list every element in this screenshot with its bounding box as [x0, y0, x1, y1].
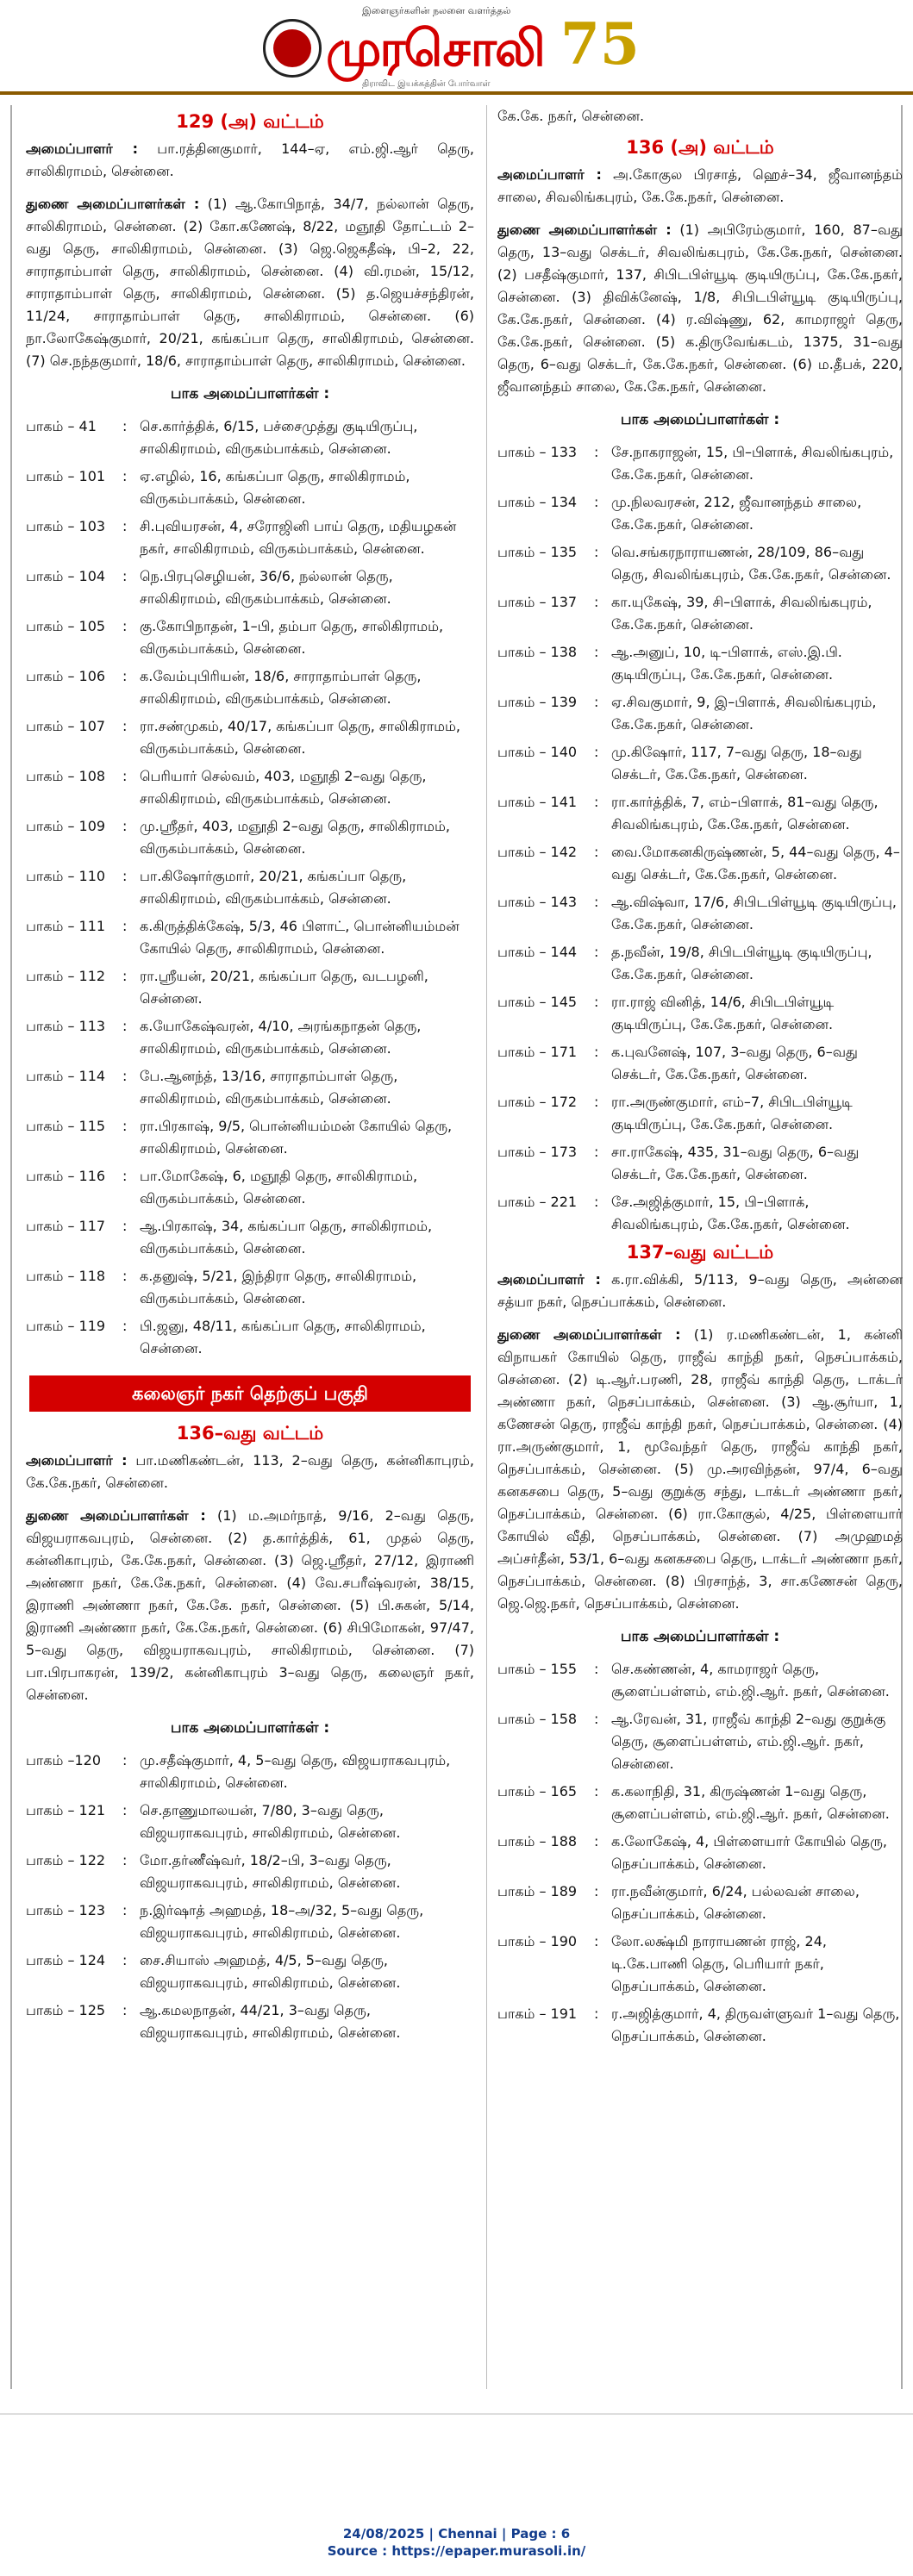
booth-number: பாகம் – 141 [497, 794, 578, 810]
deputies-text: (1) அபிரேம்குமார், 160, 87–வது தெரு, 13–வது செக்டர், சிவலிங்கபுரம், கே.கே.நகர், சென்னை. (2) பசதீஷ்குமார், 137, சிபிடபிள்யூடி குடியிருப்பு, கே.கே.நகர், சென்னை. (3) திவிக்னேஷ், 1/8, சிபிடபிள்யூடி குடியிருப்பு, கே.கே.நகர், சென்னை. (4) ர.விஷ்ணு, 62, காமராஜர் தெரு, கே.கே.நகர், சென்னை. (5) க.திருவேங்கடம், 1375, 31–வது தெரு, 6–வது செக்டர், கே.கே.நகர், சென்னை. (6) ம.தீபக், 220, ஜீவானந்தம் சாலை, கே.கே.நகர், சென்னை. [497, 221, 903, 395]
booth-number: பாகம் – 171 [497, 1044, 578, 1060]
booth-row [497, 1881, 903, 1925]
anniversary-emblem: 75 [560, 10, 640, 78]
booth-row [26, 715, 474, 760]
booth-number: பாகம் – 165 [497, 1783, 578, 1799]
booth-organizer: பே.ஆனந்த், 13/16, சாராதாம்பாள் தெரு, சாலிகிராமம், விருகம்பாக்கம், சென்னை. [140, 1068, 398, 1107]
booth-organizer: ஆ.பிரகாஷ், 34, கங்கப்பா தெரு, சாலிகிராமம், விருகம்பாக்கம், சென்னை. [140, 1218, 433, 1257]
ward-heading: 129 (அ) வட்டம் [176, 111, 324, 132]
booth-row [497, 791, 903, 836]
booth-number: பாகம் – 135 [497, 544, 578, 560]
booth-heading: பாக அமைப்பாளர்கள் : [620, 411, 780, 428]
booth-row [26, 865, 474, 910]
booth-colon: : [594, 1933, 599, 1949]
booth-number: பாகம் – 155 [497, 1661, 578, 1677]
booth-number: பாகம் – 109 [26, 818, 106, 834]
booth-number: பாகம் – 144 [497, 944, 578, 960]
booth-organizer: க.புவனேஷ், 107, 3–வது தெரு, 6–வது செக்டர், கே.கே.நகர், சென்னை. [611, 1044, 858, 1082]
booth-row [497, 991, 903, 1036]
deputies-paragraph [26, 193, 474, 372]
booth-organizer: ஆ.அனுப், 10, டி–பிளாக், எஸ்.இ.பி. குடியிருப்பு, கே.கே.நகர், சென்னை. [611, 644, 842, 683]
page-footer [0, 2525, 913, 2560]
deputies-text: (1) ர.மணிகண்டன், 1, கன்னி விநாயகர் கோயில் தெரு, ராஜீவ் காந்தி நகர், நெசப்பாக்கம், சென்னை. (2) டி.ஆர்.பரணி, 28, ராஜீவ் காந்தி தெரு, டாக்டர் அண்ணா நகர், நெசப்பாக்கம், சென்னை. (3) ஆ.சூர்யா, 1, கணேசன் தெரு, ராஜீவ் காந்தி நகர், நெசப்பாக்கம், சென்னை. (4) ரா.அருண்குமார், 1, மூவேந்தர் தெரு, ராஜீவ் காந்தி நகர், நெசப்பாக்கம், சென்னை. (5) மு.அரவிந்தன், 97/4, 6–வது கனகசபை தெரு, 5–வது குறுக்கு சந்து, டாக்டர் அண்ணா நகர், நெசப்பாக்கம், சென்னை. (6) ரா.கோகுல், 4/25, பிள்ளையார் கோயில் வீதி, நெசப்பாக்கம், சென்னை. (7) அமுஹமத் அப்சர்தீன், 53/1, 6–வது கனகசபை தெரு, டாக்டர் அண்ணா நகர், நெசப்பாக்கம், சென்னை. (8) பிரசாந்த், 3, சா.கணேசன் தெரு, ஜெ.ஜெ.நகர், நெசப்பாக்கம், சென்னை. [497, 1326, 903, 1612]
booth-row [26, 815, 474, 860]
masthead-tagline: இளைஞர்களின் நலனை வளர்த்தல் [362, 5, 511, 16]
booth-colon: : [594, 494, 599, 510]
organizer-label: அமைப்பாளர் : [497, 1271, 601, 1288]
booth-row [26, 465, 474, 510]
booth-number: பாகம் – 133 [497, 444, 578, 460]
booth-organizer: சே.நாகராஜன், 15, பி–பிளாக், சிவலிங்கபுரம், கே.கே.நகர், சென்னை. [611, 444, 894, 483]
booth-organizer: க.லோகேஷ், 4, பிள்ளையார் கோயில் தெரு, நெசப்பாக்கம், சென்னை. [611, 1833, 888, 1872]
ward-heading: 136–வது வட்டம் [176, 1423, 324, 1444]
booth-organizer: க.கலாநிதி, 31, கிருஷ்ணன் 1–வது தெரு, சூளைப்பள்ளம், எம்.ஜி.ஆர். நகர், சென்னை. [611, 1783, 890, 1822]
booth-colon: : [594, 544, 599, 560]
booth-organizer: ரா.ராஜ் வினித், 14/6, சிபிடபிள்யூடி குடியிருப்பு, கே.கே.நகர், சென்னை. [611, 994, 835, 1032]
deputies-label: துணை அமைப்பாளர்கள் : [26, 1507, 206, 1524]
booth-row [497, 691, 903, 736]
deputies-paragraph [26, 1505, 474, 1706]
booth-organizer: பி.ஜனு, 48/11, கங்கப்பா தெரு, சாலிகிராமம், சென்னை. [140, 1318, 426, 1357]
booth-row [26, 665, 474, 710]
booth-colon: : [594, 1094, 599, 1110]
organizer-text: பா.மணிகண்டன், 113, 2–வது தெரு, கன்னிகாபுரம், கே.கே.நகர், சென்னை. [26, 1452, 475, 1491]
booth-organizer: கா.யுகேஷ், 39, சி–பிளாக், சிவலிங்கபுரம், கே.கே.நகர், சென்னை. [611, 594, 872, 633]
booth-row [497, 1831, 903, 1875]
booth-row [26, 515, 474, 560]
booth-colon: : [594, 994, 599, 1010]
booth-colon: : [594, 744, 599, 760]
booth-colon: : [122, 1902, 128, 1918]
booth-organizer: லோ.லக்ஷ்மி நாராயணன் ராஜ், 24, டி.கே.பாணி தெரு, பெரியார் நகர், நெசப்பாக்கம், சென்னை. [611, 1933, 827, 1994]
deputies-label: துணை அமைப்பாளர்கள் : [497, 221, 672, 238]
booth-row [497, 491, 903, 536]
organizer-text: க.ரா.விக்கி, 5/113, 9–வது தெரு, அன்னை சத்யா நகர், நெசப்பாக்கம், சென்னை. [497, 1271, 903, 1310]
booth-colon: : [122, 568, 128, 584]
booth-row [26, 1799, 474, 1844]
organizer-label: அமைப்பாளர் : [26, 1452, 128, 1469]
booth-colon: : [594, 894, 599, 910]
booth-number: பாகம் – 113 [26, 1018, 106, 1034]
organizer-text: பா.ரத்தினகுமார், 144–ஏ, எம்.ஜி.ஆர் தெரு, சாலிகிராமம், சென்னை. [26, 140, 475, 179]
booth-organizer: ரா.நவீன்குமார், 6/24, பல்லவன் சாலை, நெசப்பாக்கம், சென்னை. [611, 1883, 860, 1922]
organizer-label: அமைப்பாளர் : [497, 166, 602, 183]
party-seal-logo [263, 19, 322, 78]
booth-colon: : [122, 1852, 128, 1868]
booth-organizer: நெ.பிரபுசெழியன், 36/6, நல்லான் தெரு, சாலிகிராமம், விருகம்பாக்கம், சென்னை. [140, 568, 393, 607]
booth-colon: : [594, 1783, 599, 1799]
booth-number: பாகம் – 191 [497, 2005, 578, 2022]
booth-organizer: ரா.அருண்குமார், எம்–7, சிபிடபிள்யூடி குடியிருப்பு, கே.கே.நகர், சென்னை. [611, 1094, 853, 1132]
deputies-paragraph [497, 219, 903, 398]
booth-heading: பாக அமைப்பாளர்கள் : [170, 385, 330, 402]
organizer-label: அமைப்பாளர் : [26, 140, 138, 157]
booth-number: பாகம் – 172 [497, 1094, 578, 1110]
booth-number: பாகம் – 190 [497, 1933, 578, 1949]
frame-border-left [10, 105, 12, 2389]
booth-colon: : [594, 1044, 599, 1060]
booth-colon: : [594, 594, 599, 610]
booth-organizer: ஆ.கமலநாதன், 44/21, 3–வது தெரு, விஜயராகவபுரம், சாலிகிராமம், சென்னை. [140, 2002, 401, 2041]
booth-row [26, 1315, 474, 1360]
booth-organizer: க.கிருத்திக்கேஷ், 5/3, 46 பிளாட், பொன்னியம்மன் கோயில் தெரு, சாலிகிராமம், சென்னை. [140, 918, 460, 957]
booth-list [497, 441, 903, 1236]
deputies-label: துணை அமைப்பாளர்கள் : [26, 196, 200, 212]
booth-colon: : [122, 868, 128, 884]
booth-organizer: சா.ராகேஷ், 435, 31–வது தெரு, 6–வது செக்டர், கே.கே.நகர், சென்னை. [611, 1144, 860, 1182]
newspaper-wordmark: முரசொலி [326, 19, 544, 78]
booth-colon: : [122, 1168, 128, 1184]
booth-row [497, 591, 903, 636]
booth-organizer: ஆ.ரேவன், 31, ராஜீவ் காந்தி 2–வது குறுக்கு தெரு, சூளைப்பள்ளம், எம்.ஜி.ஆர். நகர், சென்னை. [611, 1711, 886, 1772]
booth-row [26, 1949, 474, 1994]
deputies-text: (1) ஆ.கோபிநாத், 34/7, நல்லான் தெரு, சாலிகிராமம், சென்னை. (2) கோ.கணேஷ், 8/22, மஞூதி தோட்டம் 2–வது தெரு, சாலிகிராமம், சென்னை. (3) ஜெ.ஜெகதீஷ், பி–2, 22, சாராதாம்பாள் தெரு, சாலிகிராமம், சென்னை. (4) வி.ரமன், 15/12, சாராதாம்பாள் தெரு, சாலிகிராமம், சென்னை. (5) த.ஜெயச்சந்திரன், 11/24, சாராதாம்பாள் தெரு, சாலிகிராமம், சென்னை. (6) நா.லோகேஷ்குமார், 20/21, கங்கப்பா தெரு, சாலிகிராமம், சென்னை. (7) செ.நந்தகுமார், 18/6, சாராதாம்பாள் தெரு, சாலிகிராமம், சென்னை. [26, 196, 474, 369]
booth-organizer: மு.கிஷோர், 117, 7–வது தெரு, 18–வது செக்டர், கே.கே.நகர், சென்னை. [611, 744, 862, 783]
booth-organizer: மு.ஸ்ரீதர், 403, மஞூதி 2–வது தெரு, சாலிகிராமம், விருகம்பாக்கம், சென்னை. [140, 818, 450, 857]
booth-colon: : [122, 418, 128, 434]
booth-organizer: மோ.தர்ணீஷ்வர், 18/2–பி, 3–வது தெரு, விஜயராகவபுரம், சாலிகிராமம், சென்னை. [140, 1852, 401, 1891]
booth-row [26, 1115, 474, 1160]
booth-number: பாகம் – 125 [26, 2002, 106, 2018]
deputies-label: துணை அமைப்பாளர்கள் : [497, 1326, 681, 1343]
booth-organizer: ந.இர்ஷாத் அஹமத், 18–அ/32, 5–வது தெரு, விஜயராகவபுரம், சாலிகிராமம், சென்னை. [140, 1902, 424, 1941]
masthead [0, 0, 913, 95]
booth-list [26, 415, 474, 1360]
booth-colon: : [122, 1218, 128, 1234]
booth-number: பாகம் – 107 [26, 718, 106, 734]
booth-colon: : [122, 718, 128, 734]
booth-colon: : [594, 1194, 599, 1210]
booth-row [26, 1215, 474, 1260]
booth-organizer: ரா.சண்முகம், 40/17, கங்கப்பா தெரு, சாலிகிராமம், விருகம்பாக்கம், சென்னை. [140, 718, 460, 757]
booth-number: பாகம் – 134 [497, 494, 578, 510]
booth-organizer: மு.நிலவரசன், 212, ஜீவானந்தம் சாலை, கே.கே.நகர், சென்னை. [611, 494, 862, 533]
booth-colon: : [594, 694, 599, 710]
booth-colon: : [122, 1318, 128, 1334]
column-divider [486, 105, 487, 2389]
booth-row [497, 1191, 903, 1236]
booth-organizer: ஏ.எழில், 16, கங்கப்பா தெரு, சாலிகிராமம், விருகம்பாக்கம், சென்னை. [140, 468, 410, 507]
booth-row [497, 1930, 903, 1998]
booth-list [26, 1750, 474, 2044]
booth-organizer: ஆ.விஷ்வா, 17/6, சிபிடபிள்யூடி குடியிருப்பு, கே.கே.நகர், சென்னை. [611, 894, 897, 932]
deputies-paragraph [497, 1324, 903, 1615]
left-column [26, 105, 474, 2049]
booth-number: பாகம் – 105 [26, 618, 106, 634]
booth-number: பாகம் – 188 [497, 1833, 578, 1849]
booth-number: பாகம் – 117 [26, 1218, 106, 1234]
booth-colon: : [122, 618, 128, 634]
article-page [10, 105, 903, 2389]
masthead-rule [0, 91, 913, 95]
booth-organizer: க.வேம்புபிரியன், 18/6, சாராதாம்பாள் தெரு, சாலிகிராமம், விருகம்பாக்கம், சென்னை. [140, 668, 422, 707]
booth-row [497, 1141, 903, 1186]
booth-number: பாகம் – 108 [26, 768, 106, 784]
booth-number: பாகம் – 122 [26, 1852, 106, 1868]
booth-row [26, 1015, 474, 1060]
booth-colon: : [594, 444, 599, 460]
booth-row [26, 1165, 474, 1210]
booth-organizer: த.நவீன், 19/8, சிபிடபிள்யூடி குடியிருப்பு, கே.கே.நகர், சென்னை. [611, 944, 872, 982]
booth-organizer: ரா.பிரகாஷ், 9/5, பொன்னியம்மன் கோயில் தெரு, சாலிகிராமம், சென்னை. [140, 1118, 453, 1157]
booth-organizer: மு.சதீஷ்குமார், 4, 5–வது தெரு, விஜயராகவபுரம், சாலிகிராமம், சென்னை. [140, 1752, 451, 1791]
booth-number: பாகம் – 112 [26, 968, 106, 984]
organizer-paragraph [497, 1269, 903, 1313]
booth-row [497, 441, 903, 486]
booth-organizer: பெரியார் செல்வம், 403, மஞூதி 2–வது தெரு, சாலிகிராமம், விருகம்பாக்கம், சென்னை. [140, 768, 427, 807]
booth-colon: : [594, 1883, 599, 1899]
booth-organizer: சி.புவியரசன், 4, சரோஜினி பாய் தெரு, மதியழகன் நகர், சாலிகிராமம், விருகம்பாக்கம், சென்னை. [140, 518, 457, 557]
booth-organizer: வெ.சங்கரநாராயணன், 28/109, 86–வது தெரு, சிவலிங்கபுரம், கே.கே.நகர், சென்னை. [611, 544, 891, 583]
booth-row [497, 841, 903, 886]
booth-row [26, 965, 474, 1010]
ward-heading: 137–வது வட்டம் [626, 1242, 774, 1263]
organizer-paragraph [26, 138, 474, 183]
booth-row [26, 415, 474, 460]
booth-colon: : [122, 668, 128, 684]
booth-number: பாகம் – 41 [26, 418, 97, 434]
footer-date-line: 24/08/2025 | Chennai | Page : 6 [342, 2526, 571, 2542]
booth-row [26, 565, 474, 610]
booth-colon: : [122, 1068, 128, 1084]
booth-row [497, 1781, 903, 1825]
booth-row [497, 941, 903, 986]
booth-organizer: க.தனுஷ், 5/21, இந்திரா தெரு, சாலிகிராமம், விருகம்பாக்கம், சென்னை. [140, 1268, 417, 1307]
booth-colon: : [122, 468, 128, 484]
booth-row [26, 765, 474, 810]
booth-number: பாகம் – 145 [497, 994, 578, 1010]
booth-number: பாகம் – 142 [497, 844, 578, 860]
booth-number: பாகம் – 104 [26, 568, 106, 584]
booth-number: பாகம் – 140 [497, 744, 578, 760]
booth-organizer: ரா.ஸ்ரீயன், 20/21, கங்கப்பா தெரு, வடபழனி, சென்னை. [140, 968, 428, 1007]
organizer-text: அ.கோகுல பிரசாத், ஹெச்–34, ஜீவானந்தம் சாலை, சிவலிங்கபுரம், கே.கே.நகர், சென்னை. [497, 166, 903, 205]
booth-number: பாகம் – 119 [26, 1318, 106, 1334]
masthead-subtag: திராவிட இயக்கத்தின் போர்வாள் [362, 79, 491, 89]
footer-rule [0, 2413, 913, 2415]
booth-heading: பாக அமைப்பாளர்கள் : [620, 1628, 780, 1645]
booth-row [497, 741, 903, 786]
booth-list [497, 1658, 903, 2048]
booth-row [26, 1750, 474, 1794]
organizer-paragraph [26, 1450, 474, 1494]
booth-number: பாகம் –120 [26, 1752, 101, 1768]
booth-colon: : [594, 1833, 599, 1849]
booth-organizer: ர.அஜித்குமார், 4, திருவள்ளுவர் 1–வது தெரு, நெசப்பாக்கம், சென்னை. [611, 2005, 900, 2044]
booth-row [26, 1899, 474, 1944]
booth-row [497, 1658, 903, 1703]
booth-number: பாகம் – 139 [497, 694, 578, 710]
booth-row [497, 1041, 903, 1086]
booth-number: பாகம் – 106 [26, 668, 106, 684]
booth-colon: : [594, 644, 599, 660]
booth-organizer: வை.மோகனகிருஷ்ணன், 5, 44–வது தெரு, 4–வது செக்டர், கே.கே.நகர், சென்னை. [611, 844, 900, 883]
booth-organizer: க.யோகேஷ்வரன், 4/10, அரங்கநாதன் தெரு, சாலிகிராமம், விருகம்பாக்கம், சென்னை. [140, 1018, 422, 1057]
booth-number: பாகம் – 143 [497, 894, 578, 910]
booth-colon: : [594, 2005, 599, 2022]
booth-colon: : [122, 1118, 128, 1134]
booth-number: பாகம் – 103 [26, 518, 106, 534]
booth-colon: : [122, 1268, 128, 1284]
booth-row [26, 1999, 474, 2044]
booth-organizer: பா.மோகேஷ், 6, மஞூதி தெரு, சாலிகிராமம், விருகம்பாக்கம், சென்னை. [140, 1168, 418, 1207]
booth-organizer: செ.கார்த்திக், 6/15, பச்சைமுத்து குடியிருப்பு, சாலிகிராமம், விருகம்பாக்கம், சென்னை. [140, 418, 418, 457]
booth-row [497, 641, 903, 686]
booth-colon: : [594, 1711, 599, 1727]
booth-number: பாகம் – 123 [26, 1902, 106, 1918]
booth-number: பாகம் – 101 [26, 468, 106, 484]
booth-number: பாகம் – 189 [497, 1883, 578, 1899]
booth-number: பாகம் – 221 [497, 1194, 578, 1210]
booth-colon: : [122, 918, 128, 934]
booth-number: பாகம் – 118 [26, 1268, 106, 1284]
booth-colon: : [122, 2002, 128, 2018]
booth-row [26, 1265, 474, 1310]
booth-colon: : [594, 1661, 599, 1677]
booth-row [26, 1065, 474, 1110]
booth-number: பாகம் – 115 [26, 1118, 106, 1134]
booth-number: பாகம் – 110 [26, 868, 106, 884]
right-column [497, 105, 903, 2053]
booth-number: பாகம் – 173 [497, 1144, 578, 1160]
booth-heading: பாக அமைப்பாளர்கள் : [170, 1719, 330, 1737]
booth-number: பாகம் – 137 [497, 594, 578, 610]
booth-organizer: ஏ.சிவகுமார், 9, இ–பிளாக், சிவலிங்கபுரம், கே.கே.நகர், சென்னை. [611, 694, 877, 733]
booth-colon: : [122, 768, 128, 784]
booth-number: பாகம் – 116 [26, 1168, 106, 1184]
booth-number: பாகம் – 111 [26, 918, 106, 934]
booth-organizer: செ.கண்ணன், 4, காமராஜர் தெரு, சூளைப்பள்ளம், எம்.ஜி.ஆர். நகர், சென்னை. [611, 1661, 890, 1700]
booth-number: பாகம் – 138 [497, 644, 578, 660]
continued-text: கே.கே. நகர், சென்னை. [497, 108, 645, 124]
booth-organizer: பா.கிஷோர்குமார், 20/21, கங்கப்பா தெரு, சாலிகிராமம், விருகம்பாக்கம், சென்னை. [140, 868, 407, 907]
booth-number: பாகம் – 158 [497, 1711, 578, 1727]
ward-heading: 136 (அ) வட்டம் [626, 137, 774, 158]
booth-colon: : [594, 844, 599, 860]
booth-row [497, 1708, 903, 1775]
booth-row [26, 1849, 474, 1894]
booth-row [497, 1091, 903, 1136]
booth-organizer: சை.சியாஸ் அஹமத், 4/5, 5–வது தெரு, விஜயராகவபுரம், சாலிகிராமம், சென்னை. [140, 1952, 401, 1991]
booth-colon: : [122, 518, 128, 534]
booth-organizer: ரா.கார்த்திக், 7, எம்–பிளாக், 81–வது தெரு, சிவலிங்கபுரம், கே.கே.நகர், சென்னை. [611, 794, 879, 833]
booth-colon: : [594, 944, 599, 960]
booth-row [497, 891, 903, 936]
organizer-paragraph [497, 164, 903, 209]
booth-colon: : [122, 1952, 128, 1968]
booth-organizer: கு.கோபிநாதன், 1–பி, தம்பா தெரு, சாலிகிராமம், விருகம்பாக்கம், சென்னை. [140, 618, 444, 657]
deputies-text: (1) ம.அமர்நாத், 9/16, 2–வது தெரு, விஜயராகவபுரம், சென்னை. (2) த.கார்த்திக், 61, முதல் தெரு, கன்னிகாபுரம், கே.கே.நகர், சென்னை. (3) ஜெ.ஸ்ரீதர், 27/12, இராணி அண்ணா நகர், கே.கே.நகர், சென்னை. (4) வே.சபரீஷ்வரன், 38/15, இராணி அண்ணா நகர், கே.கே. நகர், சென்னை. (5) பி.சுகன், 5/14, இராணி அண்ணா நகர், கே.கே.நகர், சென்னை. (6) சிபிமோகன், 97/47, 5–வது தெரு, விஜயராகவபுரம், சாலிகிராமம், சென்னை. (7) பா.பிரபாகரன், 139/2, கன்னிகாபுரம் 3–வது தெரு, கலைஞர் நகர், சென்னை. [26, 1507, 474, 1703]
booth-row [26, 915, 474, 960]
booth-colon: : [122, 818, 128, 834]
booth-number: பாகம் – 114 [26, 1068, 106, 1084]
booth-number: பாகம் – 124 [26, 1952, 106, 1968]
booth-colon: : [594, 794, 599, 810]
booth-row [497, 2003, 903, 2048]
booth-colon: : [122, 1752, 128, 1768]
booth-colon: : [122, 968, 128, 984]
region-banner: கலைஞர் நகர் தெற்குப் பகுதி [29, 1375, 471, 1412]
booth-colon: : [594, 1144, 599, 1160]
booth-row [26, 615, 474, 660]
booth-colon: : [122, 1018, 128, 1034]
booth-organizer: செ.தாணுமாலயன், 7/80, 3–வது தெரு, விஜயராகவபுரம், சாலிகிராமம், சென்னை. [140, 1802, 401, 1841]
booth-organizer: சே.அஜித்குமார், 15, பி–பிளாக், சிவலிங்கபுரம், கே.கே.நகர், சென்னை. [611, 1194, 850, 1232]
booth-number: பாகம் – 121 [26, 1802, 106, 1818]
booth-row [497, 541, 903, 586]
footer-source-line: Source : https://epaper.murasoli.in/ [327, 2543, 586, 2559]
booth-colon: : [122, 1802, 128, 1818]
